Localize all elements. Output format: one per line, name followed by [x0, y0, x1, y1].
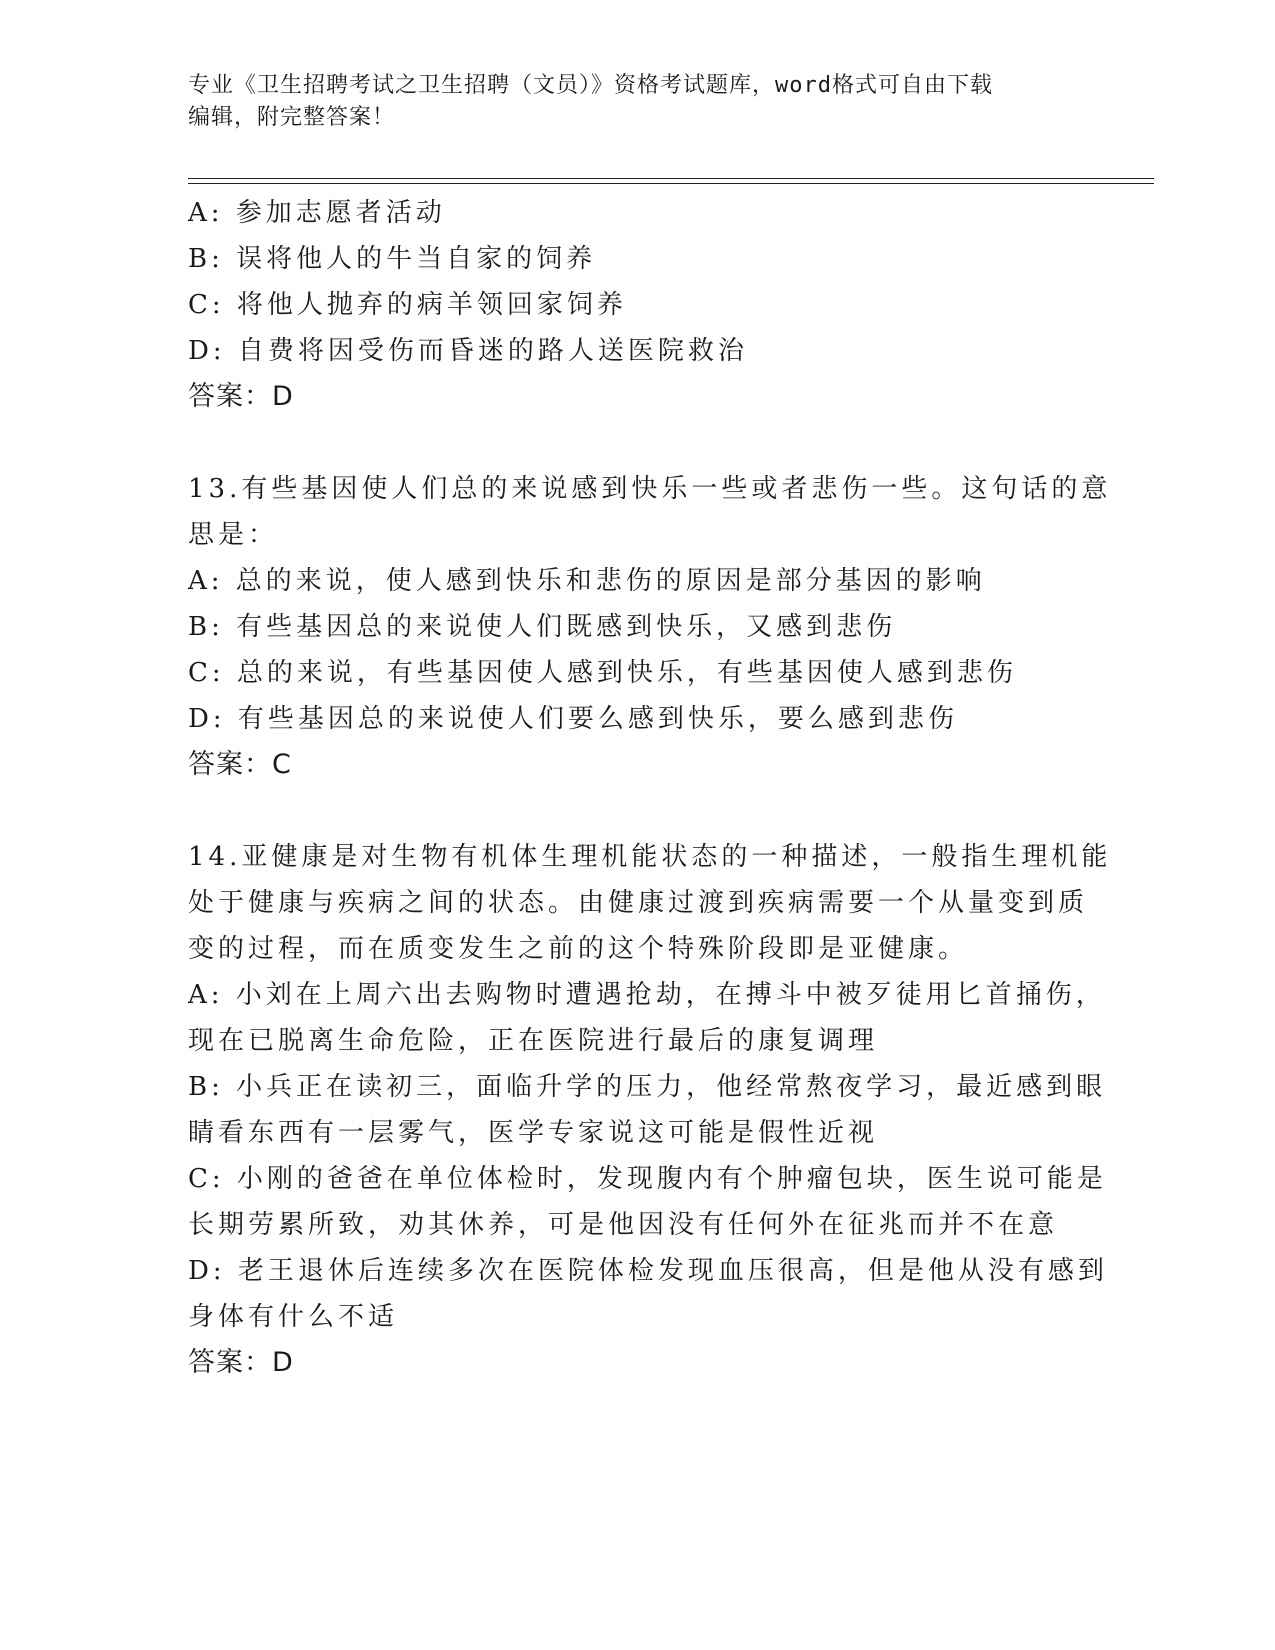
option-b: B: 误将他人的牛当自家的饲养 — [188, 244, 597, 274]
option-d: D: 自费将因受伤而昏迷的路人送医院救治 — [188, 336, 748, 366]
question-stem: 14.亚健康是对生物有机体生理机能状态的一种描述，一般指生理机能 — [188, 842, 1112, 872]
option-c: C: 总的来说，有些基因使人感到快乐，有些基因使人感到悲伤 — [188, 658, 1017, 688]
header-divider — [188, 183, 1154, 184]
option-d: D: 老王退休后连续多次在医院体检发现血压很高，但是他从没有感到 — [188, 1256, 1108, 1286]
header-line: 专业《卫生招聘考试之卫生招聘（文员）》资格考试题库，word格式可自由下载 — [188, 73, 993, 98]
question-stem: 变的过程，而在质变发生之前的这个特殊阶段即是亚健康。 — [188, 934, 969, 964]
question-12 — [188, 190, 1078, 420]
spacer — [188, 788, 1078, 834]
question-stem: 13.有些基因使人们总的来说感到快乐一些或者悲伤一些。这句话的意 — [188, 474, 1112, 504]
spacer — [188, 420, 1078, 466]
header-line: 编辑，附完整答案！ — [188, 105, 396, 130]
question-stem: 处于健康与疾病之间的状态。由健康过渡到疾病需要一个从量变到质 — [188, 888, 1089, 918]
option-a: A: 参加志愿者活动 — [188, 198, 446, 228]
header-divider — [188, 178, 1154, 179]
answer: 答案：D — [188, 1347, 294, 1378]
option-a: A: 总的来说，使人感到快乐和悲伤的原因是部分基因的影响 — [188, 566, 986, 596]
question-14 — [188, 834, 1112, 1386]
option-c-continued: 长期劳累所致，劝其休养，可是他因没有任何外在征兆而并不在意 — [188, 1210, 1059, 1240]
option-c: C: 将他人抛弃的病羊领回家饲养 — [188, 290, 627, 320]
option-b: B: 有些基因总的来说使人们既感到快乐，又感到悲伤 — [188, 612, 897, 642]
option-b: B: 小兵正在读初三，面临升学的压力，他经常熬夜学习，最近感到眼 — [188, 1072, 1107, 1102]
option-c: C: 小刚的爸爸在单位体检时，发现腹内有个肿瘤包块，医生说可能是 — [188, 1164, 1107, 1194]
option-a: A: 小刘在上周六出去购物时遭遇抢劫，在搏斗中被歹徒用匕首捅伤， — [188, 980, 1106, 1010]
answer: 答案：C — [188, 749, 292, 780]
option-b-continued: 睛看东西有一层雾气，医学专家说这可能是假性近视 — [188, 1118, 879, 1148]
option-a-continued: 现在已脱离生命危险，正在医院进行最后的康复调理 — [188, 1026, 879, 1056]
question-content — [188, 190, 1112, 1386]
document-header — [188, 70, 1078, 134]
answer: 答案：D — [188, 381, 294, 412]
question-stem: 思是： — [188, 520, 279, 550]
question-13 — [188, 466, 1112, 788]
option-d: D: 有些基因总的来说使人们要么感到快乐，要么感到悲伤 — [188, 704, 958, 734]
option-d-continued: 身体有什么不适 — [188, 1302, 399, 1332]
